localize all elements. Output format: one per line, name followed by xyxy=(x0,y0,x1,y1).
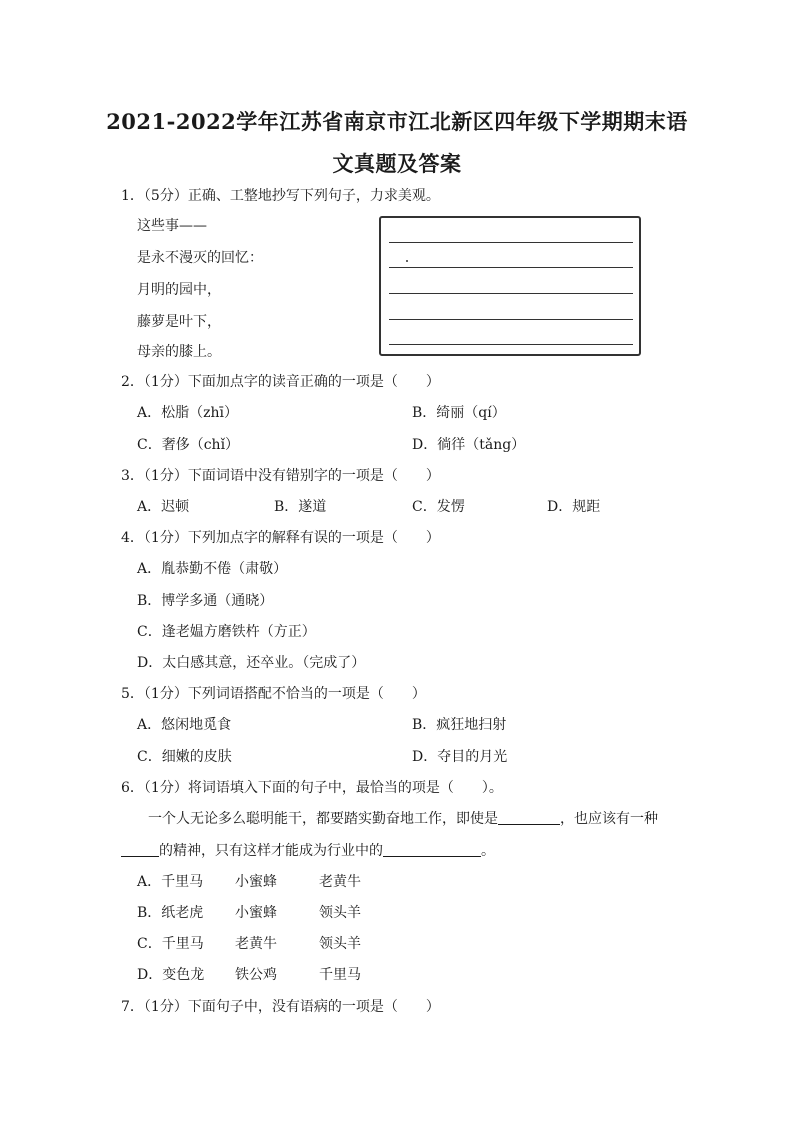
q2-option-b[interactable]: B．绮丽（qí） xyxy=(412,405,506,421)
writing-rule xyxy=(389,344,633,345)
q6-blank-3[interactable] xyxy=(383,842,481,857)
q6-sentence-line2 xyxy=(121,842,495,860)
q4-option-b[interactable]: B．博学多通（通晓） xyxy=(137,593,274,609)
q6-sentence-part: 。 xyxy=(481,843,495,859)
q6-option-word: 老黄牛 xyxy=(319,874,361,890)
q6-sentence-part: ，也应该有一种 xyxy=(560,811,658,827)
q3-stem: 3．（1分）下面词语中没有错别字的一项是（ ） xyxy=(121,468,440,484)
writing-rule xyxy=(389,319,633,320)
q5-option-d[interactable]: D．夺目的月光 xyxy=(412,749,508,765)
q2-option-d[interactable]: D．徜徉（tǎng） xyxy=(412,437,526,453)
q6-option-word: A．千里马 xyxy=(137,874,204,890)
writing-rule xyxy=(389,242,633,243)
q6-option-word: 铁公鸡 xyxy=(235,967,277,983)
q7-stem: 7．（1分）下面句子中，没有语病的一项是（ ） xyxy=(121,999,440,1015)
q1-stem: 1．（5分）正确、工整地抄写下列句子，力求美观。 xyxy=(121,188,440,204)
q5-option-b[interactable]: B．疯狂地扫射 xyxy=(412,717,507,733)
q6-option-word: 老黄牛 xyxy=(235,936,277,952)
q1-poem-line: 母亲的膝上。 xyxy=(137,344,221,360)
q6-option-b[interactable] xyxy=(137,904,361,922)
q6-stem: 6．（1分）将词语填入下面的句子中，最恰当的项是（ ）。 xyxy=(121,780,503,796)
q1-poem-line: 藤萝是叶下， xyxy=(137,314,221,330)
q5-stem: 5．（1分）下列词语搭配不恰当的一项是（ ） xyxy=(121,686,426,702)
q3-option-a[interactable]: A．迟顿 xyxy=(137,499,190,515)
q6-option-a[interactable] xyxy=(137,873,361,891)
q2-option-c[interactable]: C．奢侈（chǐ） xyxy=(137,437,240,453)
q3-option-d[interactable]: D．规距 xyxy=(547,499,601,515)
q6-sentence-part: 一个人无论多么聪明能干，都要踏实勤奋地工作，即使是 xyxy=(148,811,498,827)
q6-blank-1[interactable] xyxy=(498,810,560,825)
q6-option-word: D．变色龙 xyxy=(137,967,205,983)
document-title-line2: 文真题及答案 xyxy=(332,151,462,176)
q6-option-word: 小蜜蜂 xyxy=(235,905,277,921)
q6-blank-2[interactable] xyxy=(121,842,159,857)
q6-option-word: 千里马 xyxy=(319,967,361,983)
q6-sentence-line1 xyxy=(148,810,658,828)
q6-option-d[interactable] xyxy=(137,966,361,984)
q6-option-c[interactable] xyxy=(137,935,361,953)
q5-option-c[interactable]: C．细嫩的皮肤 xyxy=(137,749,232,765)
q2-stem: 2．（1分）下面加点字的读音正确的一项是（ ） xyxy=(121,374,440,390)
q2-option-a[interactable]: A．松脂（zhī） xyxy=(137,405,238,421)
writing-rule xyxy=(389,293,633,294)
q4-stem: 4．（1分）下列加点字的解释有误的一项是（ ） xyxy=(121,530,440,546)
q1-poem-line: 月明的园中， xyxy=(137,282,221,298)
pencil-dot xyxy=(406,260,408,262)
q3-option-b[interactable]: B．遂道 xyxy=(274,499,327,515)
q3-option-c[interactable]: C．发愣 xyxy=(412,499,465,515)
q6-option-word: 小蜜蜂 xyxy=(235,874,277,890)
q4-option-a[interactable]: A．胤恭勤不倦（肃敬） xyxy=(137,561,288,577)
q1-copy-writing-box[interactable] xyxy=(379,216,641,356)
q4-option-c[interactable]: C．逢老媪方磨铁杵（方正） xyxy=(137,624,316,640)
document-title-line1: 2021-2022学年江苏省南京市江北新区四年级下学期期末语 xyxy=(106,109,688,134)
q6-option-word: C．千里马 xyxy=(137,936,204,952)
q4-option-d[interactable]: D．太白感其意，还卒业。（完成了） xyxy=(137,655,366,671)
q6-option-word: B．纸老虎 xyxy=(137,905,204,921)
q6-option-word: 领头羊 xyxy=(319,905,361,921)
writing-rule xyxy=(389,267,633,268)
q1-poem-line: 是永不漫灭的回忆： xyxy=(137,250,263,266)
q1-poem-line: 这些事—— xyxy=(137,218,207,234)
q6-option-word: 领头羊 xyxy=(319,936,361,952)
q5-option-a[interactable]: A．悠闲地觅食 xyxy=(137,717,232,733)
q6-sentence-part: 的精神，只有这样才能成为行业中的 xyxy=(159,843,383,859)
